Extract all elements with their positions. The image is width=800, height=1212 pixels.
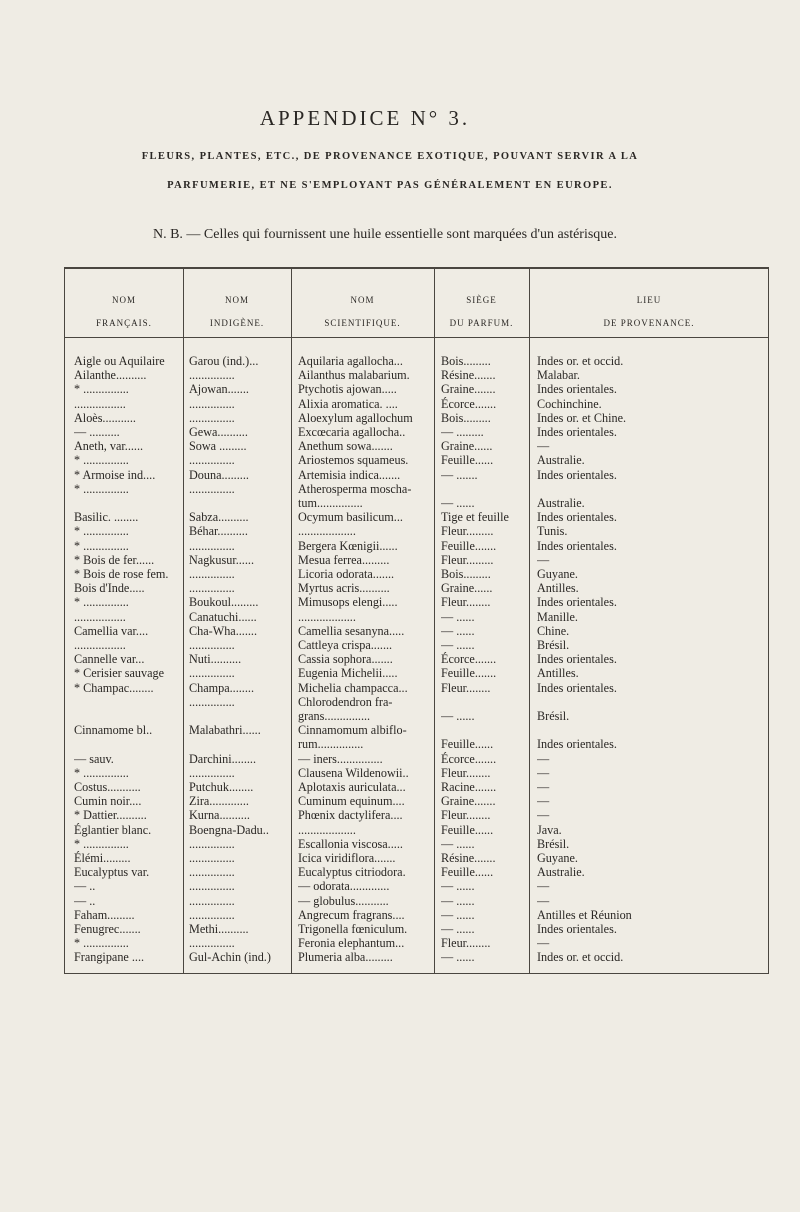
cell-provenance: — — [537, 780, 550, 794]
cell-nom-francais: Bois d'Inde..... — [74, 581, 145, 596]
cell-nom-scientifique: Licoria odorata....... — [298, 567, 395, 581]
table-row — [65, 666, 768, 680]
cell-nom-francais: * Bois de fer...... — [74, 552, 155, 567]
cell-nom-francais: Cumin noir.... — [74, 794, 142, 809]
cell-nom-francais: * Champac........ — [74, 680, 154, 695]
cell-siege: Bois......... — [441, 567, 491, 581]
cell-nom-indigene: Boukoul......... — [189, 595, 259, 610]
cell-nom-scientifique: tum............... — [298, 496, 363, 510]
cell-nom-scientifique: Atherosperma moscha- — [298, 481, 412, 496]
cell-nom-indigene: ............... — [189, 396, 235, 411]
cell-siege: Résine....... — [441, 368, 496, 383]
cell-provenance: — — [537, 794, 550, 809]
cell-provenance: — — [537, 439, 550, 454]
cell-nom-francais: Aneth, var...... — [74, 439, 144, 454]
cell-provenance: Indes or. et occid. — [537, 354, 624, 368]
table-row — [65, 709, 768, 723]
cell-nom-francais: * ............... — [74, 936, 129, 951]
cell-siege: — ...... — [441, 709, 475, 723]
cell-nom-indigene: ............... — [189, 368, 235, 383]
cell-nom-francais: Aigle ou Aquilaire — [74, 354, 165, 368]
cell-siege: — ...... — [441, 907, 475, 922]
cell-siege: Tige et feuille — [441, 510, 509, 525]
cell-provenance: Indes orientales. — [537, 467, 617, 482]
table-row — [65, 652, 768, 666]
cell-provenance: — — [537, 893, 550, 908]
cell-provenance: Guyane. — [537, 567, 578, 581]
cell-nom-indigene: ............... — [189, 638, 235, 652]
cell-nom-indigene: ............... — [189, 765, 235, 780]
cell-nom-indigene: Zira............. — [189, 794, 249, 809]
cell-nom-indigene: Nagkusur...... — [189, 552, 254, 567]
cell-nom-scientifique: Feronia elephantum... — [298, 936, 405, 951]
cell-nom-scientifique: rum............... — [298, 737, 364, 752]
cell-siege: Graine...... — [441, 439, 493, 454]
table-row — [65, 624, 768, 638]
cell-nom-scientifique: Cassia sophora....... — [298, 652, 393, 667]
cell-nom-francais: * ............... — [74, 836, 129, 851]
cell-siege: Fleur......... — [441, 552, 494, 567]
cell-nom-francais: * Bois de rose fem. — [74, 567, 169, 581]
table-row — [65, 695, 768, 709]
table-row — [65, 894, 768, 908]
cell-siege: Feuille...... — [441, 822, 494, 837]
cell-siege: Fleur........ — [441, 936, 491, 951]
cell-provenance: Brésil. — [537, 638, 570, 652]
cell-nom-francais: ................. — [74, 396, 126, 411]
cell-provenance: — — [537, 765, 550, 780]
cell-siege: Fleur......... — [441, 524, 494, 539]
cell-provenance: Malabar. — [537, 368, 580, 383]
cell-nom-francais: ................. — [74, 609, 126, 624]
cell-nom-francais: — sauv. — [74, 751, 114, 766]
cell-nom-indigene: Malabathri...... — [189, 723, 261, 738]
cell-nom-scientifique: Anethum sowa....... — [298, 439, 393, 454]
table-row — [65, 808, 768, 822]
cell-nom-indigene: Garou (ind.)... — [189, 354, 259, 368]
cell-nom-scientifique: Ocymum basilicum... — [298, 510, 403, 525]
cell-nom-scientifique: Mesua ferrea......... — [298, 552, 390, 567]
cell-provenance: — — [537, 552, 550, 567]
cell-nom-indigene: Cha-Wha....... — [189, 623, 258, 638]
cell-provenance: Antilles et Réunion — [537, 907, 632, 922]
cell-nom-francais: Cannelle var... — [74, 652, 145, 667]
cell-nom-francais: Églantier blanc. — [74, 822, 152, 837]
table-row — [65, 595, 768, 609]
cell-nom-indigene: Putchuk........ — [189, 780, 254, 794]
cell-siege: — ...... — [441, 623, 475, 638]
header-lieu-de-provenance: LIEU DE PROVENANCE. — [603, 295, 695, 328]
cell-siege: Feuille...... — [441, 865, 494, 880]
cell-nom-francais: * Cerisier sauvage — [74, 666, 165, 681]
cell-nom-indigene: ............... — [189, 879, 235, 894]
cell-provenance: Indes orientales. — [537, 425, 617, 439]
cell-siege: — ...... — [441, 879, 475, 894]
note: N. B. — Celles qui fournissent une huile essentielle sont marquées d'un astérisque. — [152, 227, 618, 242]
cell-nom-indigene: Methi.......... — [189, 922, 249, 936]
cell-provenance: Indes orientales. — [537, 737, 617, 752]
cell-provenance: Indes or. et Chine. — [537, 410, 627, 425]
table-row — [65, 851, 768, 865]
table-row — [65, 354, 768, 368]
cell-nom-scientifique: — globulus........... — [298, 893, 389, 908]
table-row — [65, 950, 768, 964]
cell-nom-scientifique: Plumeria alba......... — [298, 950, 393, 965]
cell-nom-indigene: ............... — [189, 694, 235, 709]
cell-nom-francais: * ............... — [74, 595, 129, 610]
cell-provenance: Guyane. — [537, 851, 578, 865]
cell-siege: — ...... — [441, 638, 475, 652]
cell-nom-indigene: ............... — [189, 538, 235, 553]
page-title: APPENDICE N° 3. — [259, 106, 471, 130]
cell-nom-scientifique: — odorata............. — [298, 879, 390, 894]
cell-provenance: Indes or. et occid. — [537, 950, 624, 965]
table-row — [65, 823, 768, 837]
cell-siege: Fleur........ — [441, 765, 491, 780]
cell-provenance: Indes orientales. — [537, 922, 617, 936]
cell-nom-francais: Ailanthe.......... — [74, 368, 147, 383]
cell-nom-francais: ................. — [74, 638, 126, 652]
table-row — [65, 752, 768, 766]
table-row — [65, 411, 768, 425]
cell-nom-indigene: ............... — [189, 581, 235, 596]
cell-siege: Bois......... — [441, 354, 491, 368]
cell-provenance: Brésil. — [537, 836, 570, 851]
cell-provenance: — — [537, 751, 550, 766]
table-row — [65, 837, 768, 851]
cell-provenance: Indes orientales. — [537, 538, 617, 553]
cell-nom-scientifique: Ailanthus malabarium. — [298, 368, 410, 383]
cell-nom-scientifique: Trigonella fœniculum. — [298, 922, 408, 936]
table-row — [65, 539, 768, 553]
cell-nom-francais: Costus........... — [74, 780, 141, 794]
cell-siege: Feuille....... — [441, 538, 497, 553]
cell-nom-scientifique: Myrtus acris.......... — [298, 581, 390, 596]
table-row — [65, 524, 768, 538]
cell-nom-scientifique: grans............... — [298, 709, 371, 723]
cell-provenance: Indes orientales. — [537, 652, 617, 667]
cell-nom-indigene: ............... — [189, 851, 235, 865]
cell-provenance: Australie. — [537, 496, 585, 510]
header-nom-indigene: NOM INDIGÈNE. — [209, 295, 265, 328]
cell-nom-scientifique: Aloexylum agallochum — [298, 410, 413, 425]
cell-provenance: Java. — [537, 822, 562, 837]
cell-provenance: Australie. — [537, 453, 585, 468]
cell-nom-indigene: ............... — [189, 936, 235, 951]
cell-nom-indigene: Darchini........ — [189, 751, 257, 766]
header-nom-francais: NOM FRANÇAIS. — [96, 295, 152, 328]
cell-nom-scientifique: Ptychotis ajowan..... — [298, 382, 397, 397]
table-row — [65, 922, 768, 936]
cell-nom-scientifique: Bergera Kœnigii...... — [298, 538, 398, 553]
cell-nom-scientifique: Ariostemos squameus. — [298, 453, 409, 468]
cell-provenance: Indes orientales. — [537, 382, 617, 397]
table-row — [65, 368, 768, 382]
cell-siege: Bois......... — [441, 410, 491, 425]
cell-nom-scientifique: Eucalyptus citriodora. — [298, 865, 406, 880]
cell-provenance: Indes orientales. — [537, 680, 617, 695]
cell-nom-indigene: ............... — [189, 836, 235, 851]
cell-siege: Feuille....... — [441, 666, 497, 681]
cell-siege: — ...... — [441, 609, 475, 624]
table-row — [65, 453, 768, 467]
table-row — [65, 496, 768, 510]
cell-nom-scientifique: Aquilaria agallocha... — [298, 354, 403, 368]
cell-nom-indigene: Sabza.......... — [189, 510, 249, 525]
cell-nom-francais: * ............... — [74, 481, 129, 496]
table-row — [65, 936, 768, 950]
subtitle-line-2: PARFUMERIE, ET NE S'EMPLOYANT PAS GÉNÉRALEMENT EN EUROPE. — [167, 180, 613, 191]
cell-nom-scientifique: Alixia aromatica. .... — [298, 396, 398, 411]
cell-nom-scientifique: Cattleya crispa....... — [298, 638, 393, 652]
cell-nom-scientifique: Artemisia indica....... — [298, 467, 401, 482]
cell-provenance: Indes orientales. — [537, 595, 617, 610]
cell-siege: Fleur........ — [441, 680, 491, 695]
table-row — [65, 553, 768, 567]
cell-nom-indigene: Canatuchi...... — [189, 609, 257, 624]
cell-siege: — ...... — [441, 893, 475, 908]
cell-nom-scientifique: ................... — [298, 822, 356, 837]
cell-siege: — ...... — [441, 922, 475, 936]
cell-nom-francais: Eucalyptus var. — [74, 865, 150, 880]
table-row — [65, 425, 768, 439]
cell-nom-indigene: ............... — [189, 453, 235, 468]
cell-nom-scientifique: — iners............... — [298, 751, 383, 766]
cell-nom-indigene: Douna......... — [189, 467, 249, 482]
cell-nom-indigene: ............... — [189, 410, 235, 425]
cell-nom-indigene: Nuti.......... — [189, 652, 242, 667]
cell-nom-scientifique: Angrecum fragrans.... — [298, 907, 405, 922]
table-row — [65, 510, 768, 524]
cell-nom-francais: Cinnamome bl.. — [74, 723, 153, 738]
table-row — [65, 865, 768, 879]
table-row — [65, 638, 768, 652]
cell-provenance: Brésil. — [537, 709, 570, 723]
cell-nom-francais: Basilic. ........ — [74, 510, 139, 525]
cell-provenance: Tunis. — [537, 524, 568, 539]
cell-siege: Écorce....... — [441, 652, 497, 667]
cell-nom-francais: Frangipane .... — [74, 950, 145, 965]
cell-siege: Racine....... — [441, 780, 497, 794]
cell-nom-francais: * ............... — [74, 453, 129, 468]
cell-nom-scientifique: ................... — [298, 609, 356, 624]
cell-siege: — ....... — [441, 467, 478, 482]
table-row — [65, 567, 768, 581]
table-row — [65, 908, 768, 922]
cell-nom-indigene: Kurna.......... — [189, 808, 250, 823]
cell-nom-scientifique: ................... — [298, 524, 356, 539]
cell-provenance: Antilles. — [537, 666, 579, 681]
table-row — [65, 468, 768, 482]
cell-nom-indigene: Boengna-Dadu.. — [189, 822, 269, 837]
subtitle-line-1: FLEURS, PLANTES, ETC., DE PROVENANCE EXOTIQUE, POUVANT SERVIR A LA — [141, 151, 639, 162]
cell-nom-scientifique: Icica viridiflora....... — [298, 851, 396, 865]
cell-nom-scientifique: Eugenia Michelii..... — [298, 666, 398, 681]
cell-provenance: — — [537, 879, 550, 894]
cell-nom-francais: * ............... — [74, 765, 129, 780]
cell-siege: Fleur........ — [441, 808, 491, 823]
cell-nom-indigene: ............... — [189, 666, 235, 681]
cell-provenance: Australie. — [537, 865, 585, 880]
header-nom-scientifique: NOM SCIENTIFIQUE. — [324, 295, 401, 328]
table-row — [65, 780, 768, 794]
cell-siege: Écorce....... — [441, 751, 497, 766]
cell-siege: Résine....... — [441, 851, 496, 865]
cell-siege: Graine...... — [441, 581, 493, 596]
cell-nom-scientifique: Chlorodendron fra- — [298, 694, 393, 709]
cell-nom-francais: — .. — [74, 879, 96, 894]
table-row — [65, 581, 768, 595]
cell-provenance: Chine. — [537, 623, 570, 638]
cell-siege: — ......... — [441, 425, 484, 439]
cell-nom-francais: * Dattier.......... — [74, 808, 147, 823]
cell-nom-scientifique: Excœcaria agallocha.. — [298, 425, 406, 439]
cell-nom-indigene: ............... — [189, 865, 235, 880]
cell-nom-indigene: Gul-Achin (ind.) — [189, 950, 271, 965]
cell-nom-indigene: Ajowan....... — [189, 382, 249, 397]
cell-siege: Fleur........ — [441, 595, 491, 610]
table-row — [65, 723, 768, 737]
cell-nom-scientifique: Camellia sesanyna..... — [298, 623, 405, 638]
cell-nom-scientifique: Clausena Wildenowii.. — [298, 765, 409, 780]
cell-nom-indigene: ............... — [189, 907, 235, 922]
cell-provenance: — — [537, 936, 550, 951]
cell-siege: — ...... — [441, 496, 475, 510]
cell-nom-indigene: Champa........ — [189, 680, 254, 695]
cell-nom-scientifique: Phœnix dactylifera.... — [298, 808, 403, 823]
table-row — [65, 879, 768, 893]
cell-nom-scientifique: Cinnamomum albiflo- — [298, 723, 407, 738]
cell-siege: Feuille...... — [441, 737, 494, 752]
cell-nom-indigene: Gewa.......... — [189, 425, 248, 439]
table-row — [65, 766, 768, 780]
cell-nom-francais: * ............... — [74, 538, 129, 553]
cell-nom-scientifique: Escallonia viscosa..... — [298, 836, 403, 851]
cell-provenance: — — [537, 808, 550, 823]
cell-siege: Feuille...... — [441, 453, 494, 468]
table-row — [65, 397, 768, 411]
header-divider — [65, 337, 768, 338]
cell-nom-scientifique: Aplotaxis auriculata... — [298, 780, 406, 794]
cell-siege: Écorce....... — [441, 396, 497, 411]
cell-provenance: Manille. — [537, 609, 578, 624]
cell-nom-indigene: Sowa ......... — [189, 439, 247, 454]
table-row — [65, 439, 768, 453]
cell-nom-francais: Élémi......... — [74, 851, 131, 865]
cell-nom-indigene: Béhar.......... — [189, 524, 248, 539]
cell-nom-indigene: ............... — [189, 481, 235, 496]
cell-nom-francais: * ............... — [74, 524, 129, 539]
cell-nom-francais: Aloès........... — [74, 410, 136, 425]
table-row — [65, 737, 768, 751]
cell-nom-scientifique: Cuminum equinum.... — [298, 794, 405, 809]
table-row — [65, 681, 768, 695]
cell-nom-scientifique: Michelia champacca... — [298, 680, 408, 695]
cell-nom-francais: Camellia var.... — [74, 623, 149, 638]
cell-nom-indigene: ............... — [189, 893, 235, 908]
header-siege-du-parfum: SIÈGE DU PARFUM. — [449, 295, 514, 328]
cell-provenance: Indes orientales. — [537, 510, 617, 525]
cell-siege: — ...... — [441, 836, 475, 851]
cell-siege: Graine....... — [441, 382, 496, 397]
cell-siege: — ...... — [441, 950, 475, 965]
cell-provenance: Cochinchine. — [537, 396, 602, 411]
table-row — [65, 382, 768, 396]
cell-provenance: Antilles. — [537, 581, 579, 596]
cell-nom-francais: * ............... — [74, 382, 129, 397]
cell-nom-scientifique: Mimusops elengi..... — [298, 595, 398, 610]
plants-table — [64, 267, 769, 974]
cell-nom-francais: Fenugrec....... — [74, 922, 141, 936]
cell-nom-francais: Faham......... — [74, 907, 135, 922]
cell-nom-francais: — .. — [74, 893, 96, 908]
table-row — [65, 794, 768, 808]
cell-nom-indigene: ............... — [189, 567, 235, 581]
cell-siege: Graine....... — [441, 794, 496, 809]
cell-nom-francais: * Armoise ind.... — [74, 467, 156, 482]
cell-nom-francais: — .......... — [74, 425, 120, 439]
table-row — [65, 482, 768, 496]
table-row — [65, 610, 768, 624]
